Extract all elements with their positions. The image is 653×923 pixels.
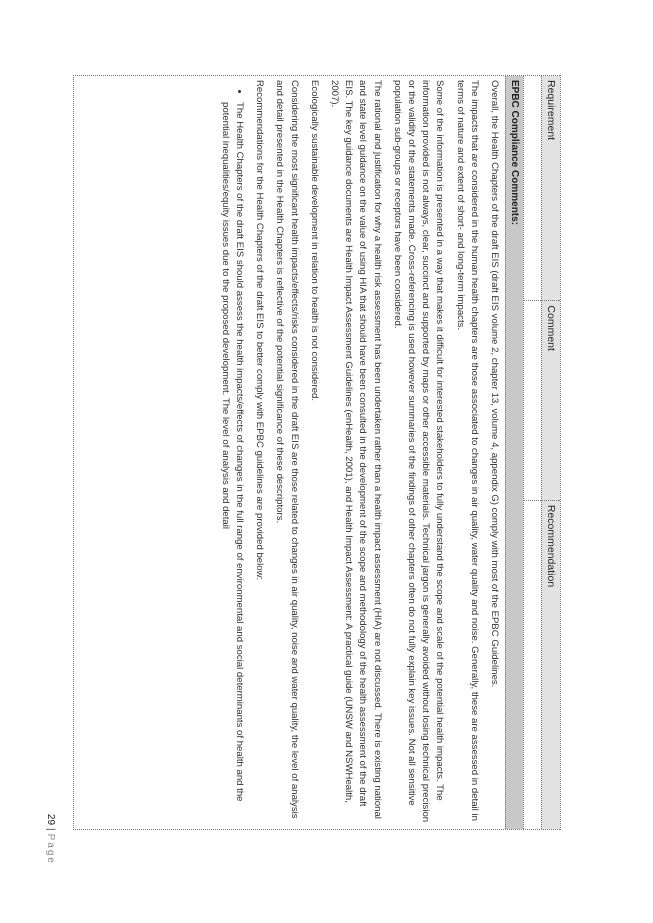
comments-body <box>218 80 501 824</box>
header-requirement: Requirement <box>542 76 560 301</box>
list-item: • The Health Chapters of the draft EIS should assess the health impacts/effects of changes in the full range of environmental and social determinants of health and the potential inequalities/equity issues due to the proposed development. The level of analysis and detail <box>218 102 246 824</box>
empty-cell <box>524 301 541 500</box>
empty-cell <box>524 76 541 301</box>
header-recommendation: Recommendation <box>545 504 557 588</box>
table-header-row <box>541 76 560 829</box>
page-footer <box>45 745 56 865</box>
footer-separator: | <box>45 828 56 831</box>
paragraph: Ecologically sustainable development in relation to health is not considered. <box>308 80 320 402</box>
header-comment: Comment <box>542 301 560 500</box>
paragraph: Considering the most significant health impacts/effects/risks considered in the draft EIS are those related to changes in air quality, noise and water quality, the level of analysis and detail presented in the Health Chapters is reflective of the potential significance of these descriptors. <box>274 80 300 819</box>
recommendation-list <box>218 80 246 824</box>
empty-cell <box>524 501 541 829</box>
table-empty-row <box>523 76 541 829</box>
paragraph: Some of the information is presented in a way that makes it difficult for interested stakeholders to fully understand the scope and scale of the potential health impacts. The information provided is not always, clear, succinct and supported by maps or other accessible materials. Technical jargon is generally avoided without losing technical precision or the validity of the statements made. Cross-referencing is used however summaries of the findings of other chapters often do not fully explain key issues. Not all sensitive population sub-groups or receptors have been considered. <box>391 80 446 823</box>
paragraph: Recommendations for the Health Chapters of the draft EIS to better comply with EPBC guidelines are provided below: <box>254 80 266 581</box>
compliance-table <box>73 75 561 830</box>
section-heading: EPBC Compliance Comments: <box>505 76 523 829</box>
paragraph: The impacts that are considered in the human health chapters are those associated to changes in air quality, water quality and noise. Generally, these are assessed in detail in terms of nature and extent of short- and long-term impacts. <box>454 80 480 821</box>
paragraph: The rational and justification for why a health risk assessment has been undertaken rather than a health impact assessment (HIA) are not discussed. There is existing national and state level guidance on the value of using HIA that should have been consulted in the development of the scope and methodology of the health assessment of the draft EIS. The key guidance documents are Health Impact Assessment Guidelines (enHealth, 2001), and Health Impact Assessment: A practical guide (UNSW and NSWHealth, 2007). <box>328 80 383 819</box>
paragraph: Overall, the Health Chapters of the draft EIS (draft EIS volume 2, chapter 13, volume 4, appendix G) comply with most of the EPBC Guidelines. <box>489 80 500 688</box>
page-number: 29 <box>45 813 56 826</box>
page-word: Page <box>45 833 56 865</box>
